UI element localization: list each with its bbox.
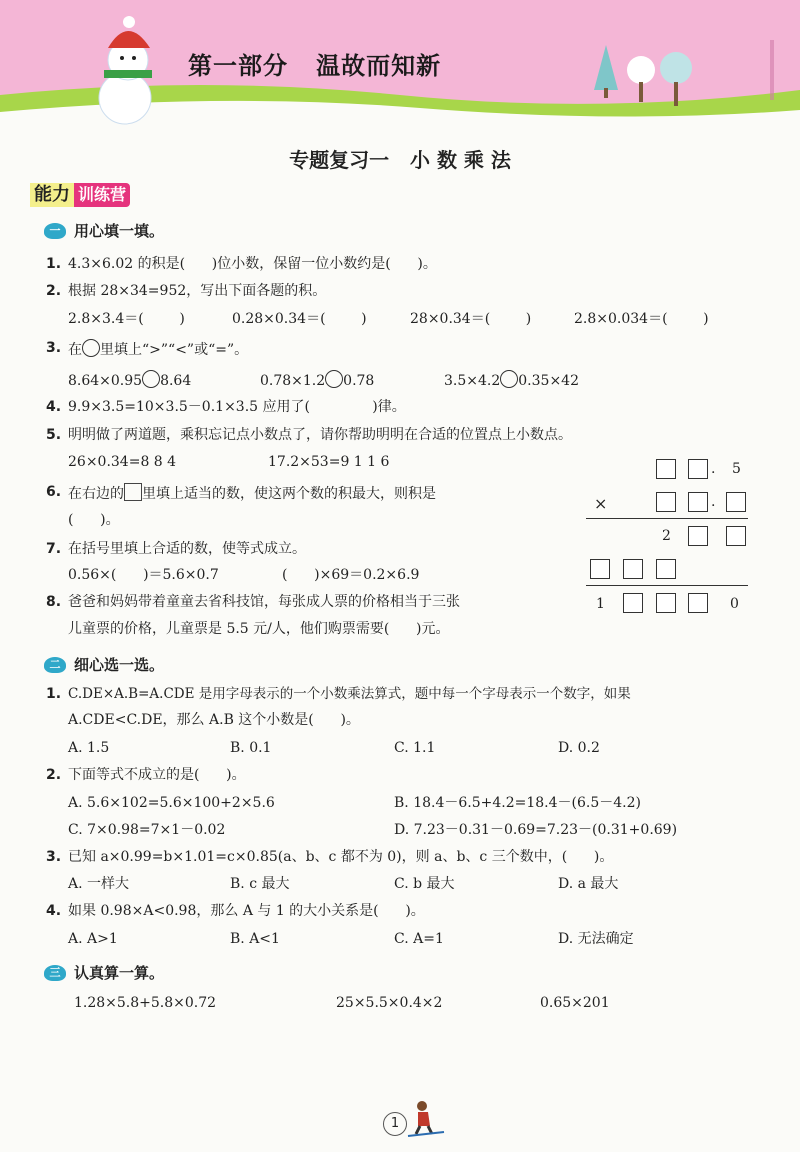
q-number: 2.: [46, 283, 62, 299]
s1-q8-b: 儿童票的价格，儿童票是 5.5 元/人，他们购票需要( )元。: [68, 621, 450, 637]
s1-q3-item: [260, 370, 374, 390]
digit-box[interactable]: [656, 492, 676, 512]
s1-q2-item: 2.8×3.4＝( ): [68, 311, 185, 327]
digit-two: 2: [662, 528, 671, 544]
option[interactable]: D. 7.23－0.31－0.69=7.23－(0.31+0.69): [394, 822, 678, 838]
calc-item: 25×5.5×0.4×2: [336, 995, 443, 1011]
skier-icon: [404, 1098, 448, 1140]
option[interactable]: B. c 最大: [230, 876, 290, 892]
option[interactable]: B. A<1: [230, 931, 280, 947]
q-number: 8.: [46, 594, 62, 610]
s1-q8-a: 爸爸和妈妈带着童童去省科技馆，每张成人票的价格相当于三张: [68, 594, 460, 610]
digit-five: 5: [732, 461, 741, 477]
q-number: 5.: [46, 427, 62, 443]
option[interactable]: C. 1.1: [394, 740, 436, 756]
digit-box[interactable]: [623, 593, 643, 613]
compare-right: 8.64: [160, 373, 192, 389]
s1-q6: [68, 483, 436, 503]
grid-rule: [586, 585, 748, 586]
decimal-point: .: [711, 494, 716, 510]
ability-text-1: 能力: [30, 183, 74, 207]
compare-right: 0.78: [343, 373, 375, 389]
s1-q3-a: 在: [68, 342, 82, 358]
digit-box[interactable]: [590, 559, 610, 579]
s1-q6-b: 里填上适当的数，使这两个数的积最大，则积是: [142, 486, 436, 502]
option[interactable]: D. a 最大: [558, 876, 619, 892]
compare-circle[interactable]: [82, 339, 100, 357]
s1-q7-item: ( )×69＝0.2×6.9: [282, 567, 420, 583]
option[interactable]: B. 18.4－6.5+4.2=18.4－(6.5－4.2): [394, 795, 641, 811]
option[interactable]: A. 5.6×102=5.6×100+2×5.6: [68, 795, 275, 811]
s1-q5-item: 26×0.34=8 8 4: [68, 454, 177, 470]
digit-box[interactable]: [688, 492, 708, 512]
s1-q3-b: 里填上“>”“<”或“=”。: [100, 342, 249, 358]
option[interactable]: C. 7×0.98=7×1－0.02: [68, 822, 226, 838]
compare-left: 3.5×4.2: [444, 373, 501, 389]
compare-circle[interactable]: [142, 370, 160, 388]
digit-box[interactable]: [656, 559, 676, 579]
digit-box[interactable]: [688, 459, 708, 479]
section-1-heading: [44, 220, 164, 241]
option[interactable]: A. 一样大: [68, 876, 130, 892]
section-3-title: 认真算一算。: [74, 964, 165, 982]
s2-q1-a: C.DE×A.B=A.CDE 是用字母表示的一个小数乘法算式，题中每一个字母表示一个数字，如果: [68, 686, 631, 702]
s1-q5: 明明做了两道题，乘积忘记点小数点了，请你帮助明明在合适的位置点上小数点。: [68, 427, 572, 443]
s2-q4: 如果 0.98×A<0.98，那么 A 与 1 的大小关系是( )。: [68, 903, 425, 919]
section-1-title: 用心填一填。: [74, 222, 165, 240]
s2-q2: 下面等式不成立的是( )。: [68, 767, 246, 783]
section-2-title: 细心选一选。: [74, 656, 165, 674]
s1-q6-a: 在右边的: [68, 486, 124, 502]
digit-box[interactable]: [656, 593, 676, 613]
option[interactable]: C. A=1: [394, 931, 444, 947]
q-number: 2.: [46, 767, 62, 783]
s1-q2-item: 2.8×0.034＝( ): [574, 311, 709, 327]
digit-box[interactable]: [726, 492, 746, 512]
s1-q4: 9.9×3.5=10×3.5－0.1×3.5 应用了( )律。: [68, 399, 406, 415]
q-number: 4.: [46, 399, 62, 415]
option[interactable]: A. 1.5: [68, 740, 110, 756]
s2-q1-b: A.CDE<C.DE，那么 A.B 这个小数是( )。: [68, 712, 360, 728]
section-2-heading: [44, 654, 164, 675]
q-number: 1.: [46, 256, 62, 272]
s2-q3: 已知 a×0.99=b×1.01=c×0.85(a、b、c 都不为 0)，则 a、b、c 三个数中，( )。: [68, 849, 614, 865]
option[interactable]: D. 无法确定: [558, 931, 634, 947]
digit-one: 1: [596, 596, 605, 612]
times-sign: ×: [594, 494, 608, 513]
digit-zero: 0: [730, 596, 739, 612]
section-1-number: 一: [44, 223, 66, 239]
compare-left: 0.78×1.2: [260, 373, 326, 389]
q-number: 7.: [46, 541, 62, 557]
digit-box[interactable]: [688, 593, 708, 613]
option[interactable]: A. A>1: [68, 931, 118, 947]
answer-box-icon: [124, 483, 142, 501]
s1-q5-item: 17.2×53=9 1 1 6: [268, 454, 390, 470]
option[interactable]: D. 0.2: [558, 740, 600, 756]
option[interactable]: B. 0.1: [230, 740, 272, 756]
s1-q2-item: 28×0.34＝( ): [410, 311, 532, 327]
s1-q2-item: 0.28×0.34＝( ): [232, 311, 367, 327]
grid-rule: [586, 518, 748, 519]
digit-box[interactable]: [656, 459, 676, 479]
page-number: 1: [383, 1112, 407, 1136]
section-2-number: 二: [44, 657, 66, 673]
digit-box[interactable]: [688, 526, 708, 546]
s1-q3: [68, 339, 248, 359]
section-3-heading: [44, 962, 164, 983]
compare-circle[interactable]: [500, 370, 518, 388]
compare-circle[interactable]: [325, 370, 343, 388]
digit-box[interactable]: [623, 559, 643, 579]
s1-q3-item: [68, 370, 191, 390]
part-title: 第一部分 温故而知新: [188, 52, 442, 80]
compare-left: 8.64×0.95: [68, 373, 143, 389]
calc-item: 1.28×5.8+5.8×0.72: [74, 995, 217, 1011]
decimal-point: .: [711, 461, 716, 477]
option[interactable]: C. b 最大: [394, 876, 455, 892]
calc-item: 0.65×201: [540, 995, 610, 1011]
chapter-title: 专题复习一 小 数 乘 法: [289, 148, 511, 172]
ability-label: [30, 183, 130, 207]
compare-right: 0.35×42: [518, 373, 579, 389]
s1-q3-item: [444, 370, 579, 390]
q-number: 3.: [46, 849, 62, 865]
s1-q6-c: ( )。: [68, 512, 120, 528]
digit-box[interactable]: [726, 526, 746, 546]
ability-text-2: 训练营: [74, 183, 130, 207]
q-number: 1.: [46, 686, 62, 702]
s1-q1: 4.3×6.02 的积是( )位小数，保留一位小数约是( )。: [68, 256, 437, 272]
s1-q7: 在括号里填上合适的数，使等式成立。: [68, 541, 306, 557]
s1-q7-item: 0.56×( )＝5.6×0.7: [68, 567, 219, 583]
section-3-number: 三: [44, 965, 66, 981]
q-number: 6.: [46, 484, 62, 500]
q-number: 3.: [46, 340, 62, 356]
s1-q2: 根据 28×34=952，写出下面各题的积。: [68, 283, 327, 299]
q-number: 4.: [46, 903, 62, 919]
